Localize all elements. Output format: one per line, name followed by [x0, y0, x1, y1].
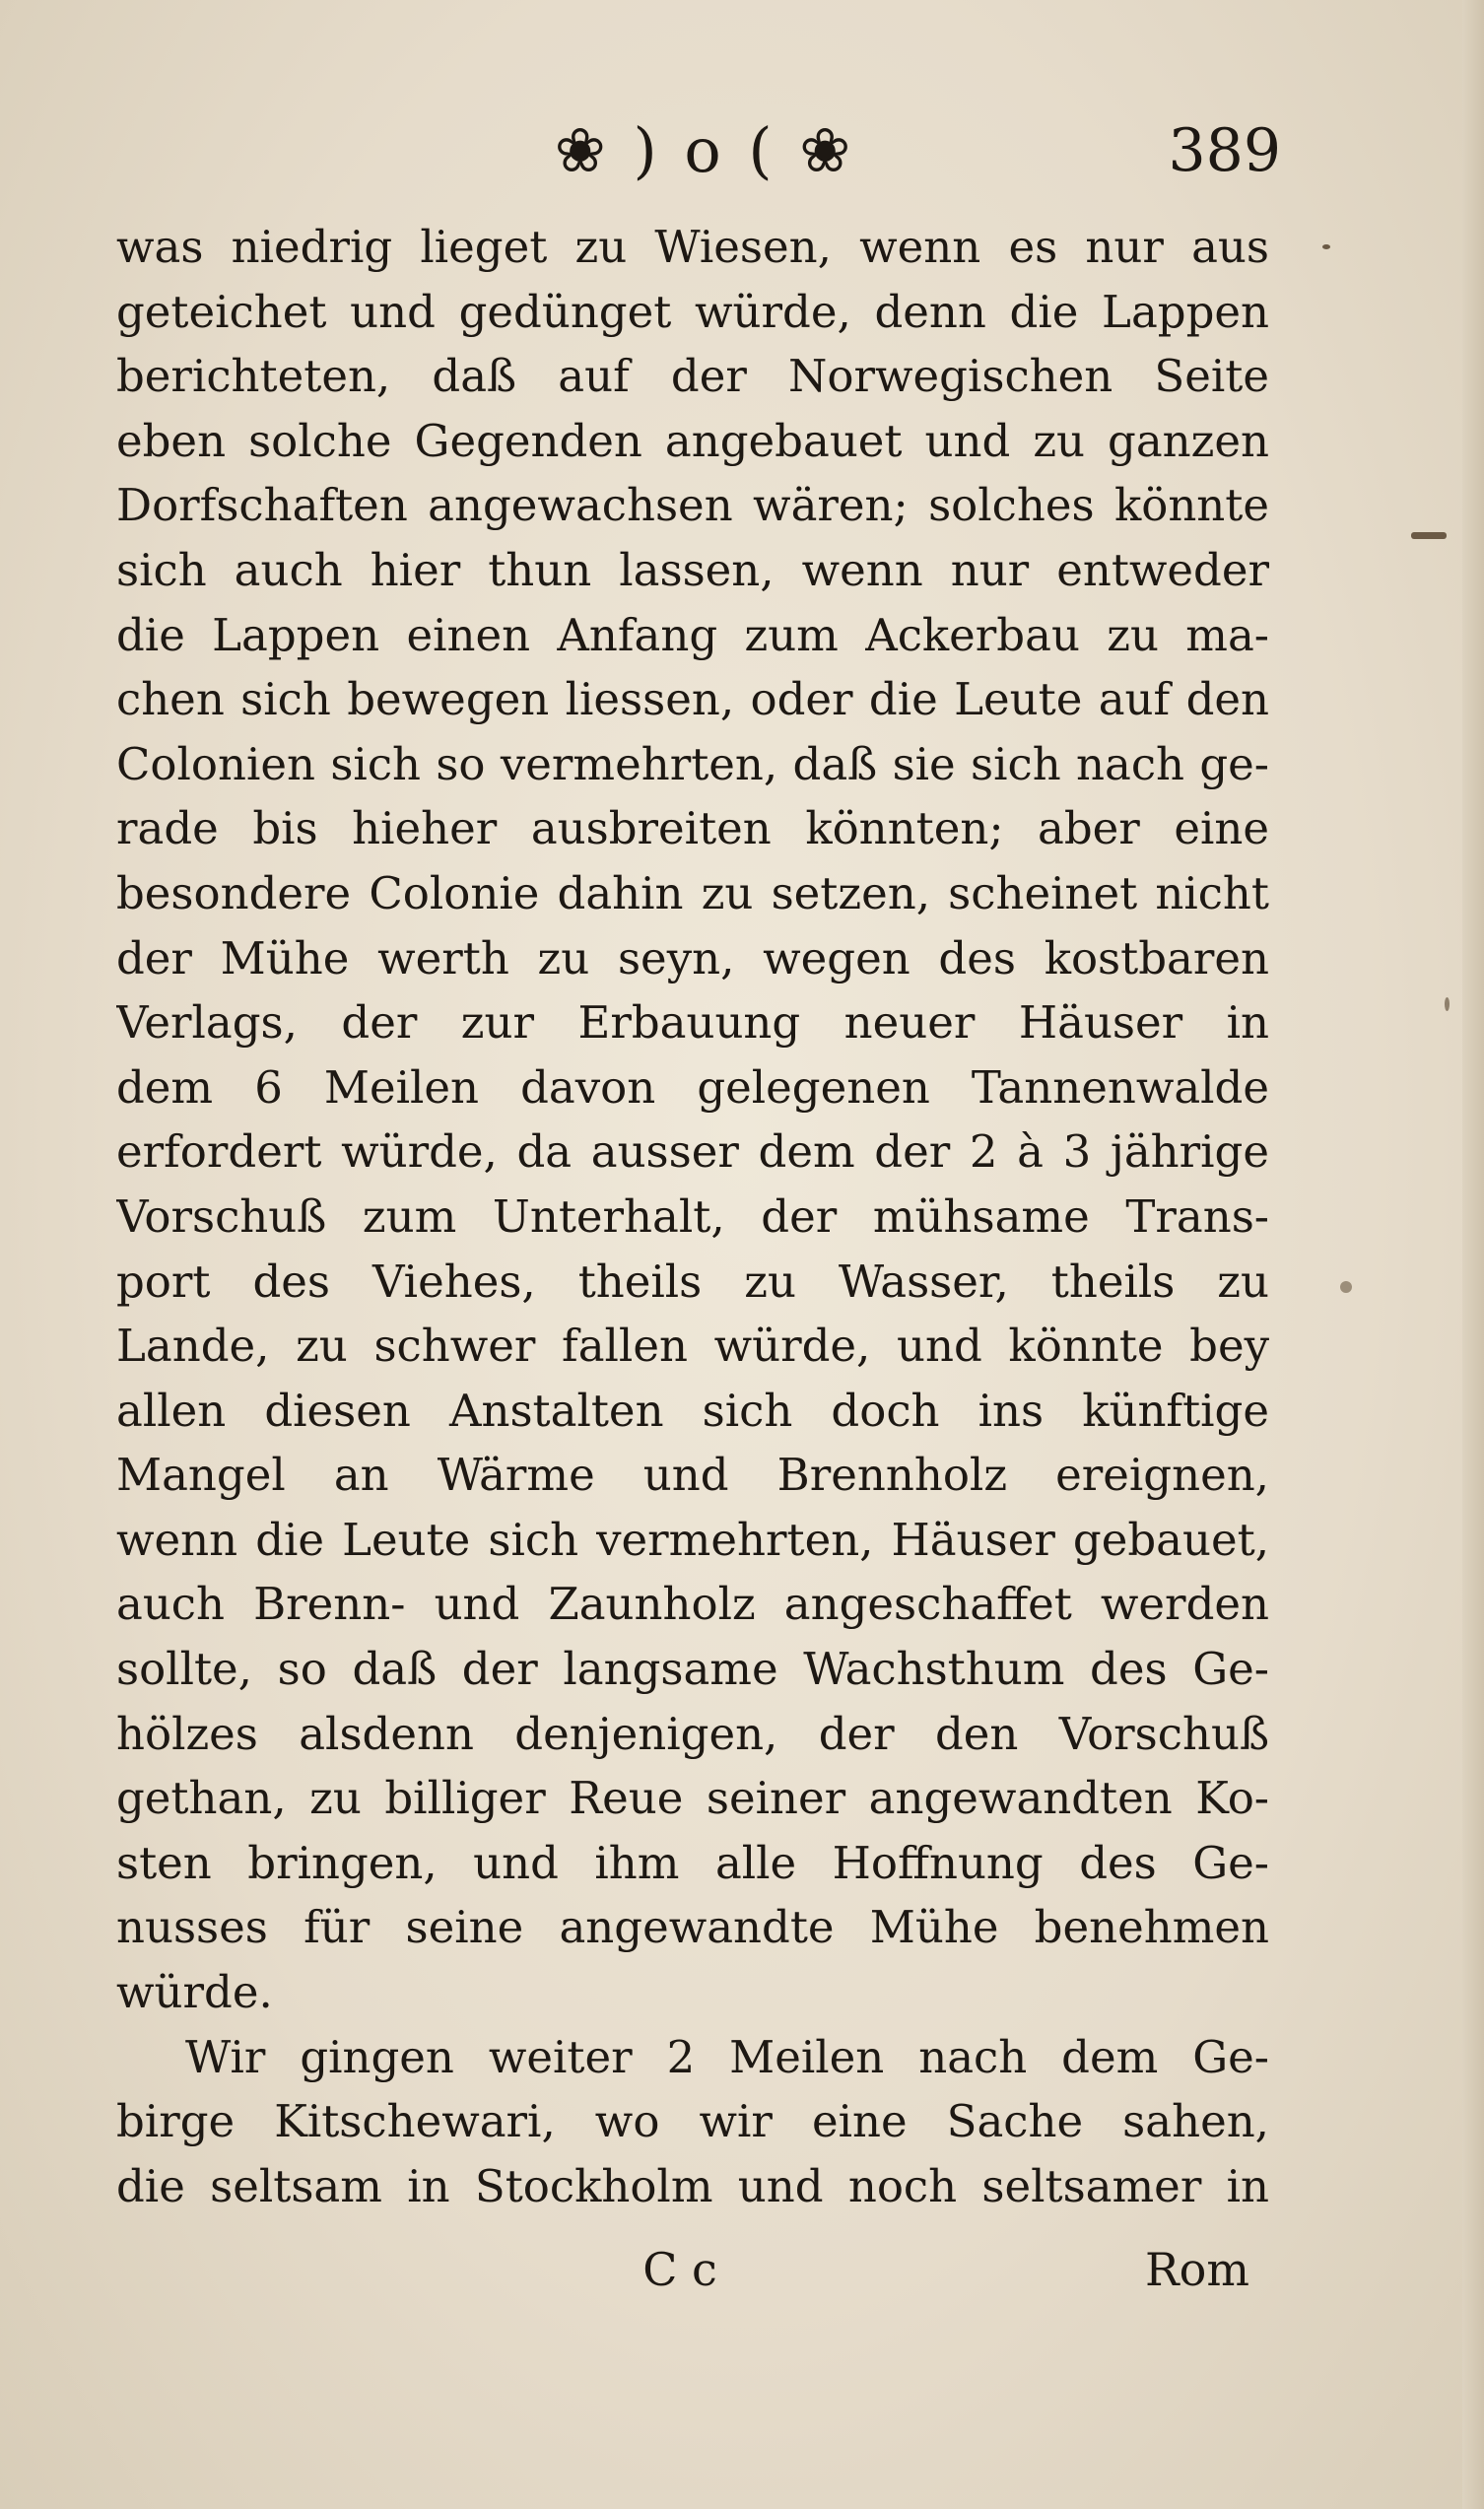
- body-text: [116, 215, 1269, 2218]
- text-line: berichteten, daß auf der Norwegischen Seite: [116, 350, 1269, 403]
- text-line: besondere Colonie dahin zu setzen, scheinet nicht: [116, 866, 1269, 919]
- text-line: sich auch hier thun lassen, wenn nur entweder: [116, 543, 1269, 596]
- paper-speck: [1322, 244, 1330, 249]
- paper-speck: [1411, 532, 1447, 539]
- text-line: Vorschuß zum Unterhalt, der mühsame Trans-: [116, 1189, 1269, 1243]
- text-line: Verlags, der zur Erbauung neuer Häuser in: [116, 996, 1269, 1050]
- text-line: gethan, zu billiger Reue seiner angewandten Ko-: [116, 1772, 1269, 1825]
- text-line: Mangel an Wärme und Brennholz ereignen,: [116, 1449, 1269, 1502]
- page-number: 389: [1168, 116, 1281, 185]
- text-line: wenn die Leute sich vermehrten, Häuser gebauet,: [116, 1513, 1269, 1566]
- text-line: nusses für seine angewandte Mühe benehmen: [116, 1901, 1269, 1954]
- text-line: chen sich bewegen liessen, oder die Leute auf den: [116, 673, 1269, 726]
- page-header: [0, 106, 1484, 195]
- text-line: sollte, so daß der langsame Wachsthum des Ge-: [116, 1643, 1269, 1696]
- page-edge: [1462, 0, 1484, 2509]
- paper-speck: [1340, 1281, 1352, 1293]
- text-line: allen diesen Anstalten sich doch ins künftige: [116, 1384, 1269, 1437]
- text-line: dem 6 Meilen davon gelegenen Tannenwalde: [116, 1060, 1269, 1114]
- text-line: birge Kitschewari, wo wir eine Sache sahen,: [116, 2095, 1269, 2148]
- text-line: was niedrig lieget zu Wiesen, wenn es nur aus: [116, 221, 1269, 273]
- text-line: erfordert würde, da ausser dem der 2 à 3 jährige: [116, 1125, 1269, 1179]
- text-line: rade bis hieher ausbreiten könnten; aber eine: [116, 802, 1269, 855]
- paragraph: [116, 215, 1269, 2025]
- text-line: Lande, zu schwer fallen würde, und könnte bey: [116, 1320, 1269, 1373]
- signature-mark: C c: [642, 2243, 717, 2296]
- header-ornament: ❀ ) o ( ❀: [554, 114, 855, 186]
- text-line: geteichet und gedünget würde, denn die Lappen: [116, 285, 1269, 338]
- catchword: Rom: [1145, 2243, 1249, 2296]
- text-line: die seltsam in Stockholm und noch seltsamer in: [116, 2159, 1269, 2212]
- text-line: Dorfschaften angewachsen wären; solches könnte: [116, 479, 1269, 532]
- text-line: eben solche Gegenden angebauet und zu ganzen: [116, 414, 1269, 467]
- text-line: hölzes alsdenn denjenigen, der den Vorschuß: [116, 1707, 1269, 1760]
- paragraph: [116, 2025, 1269, 2219]
- text-line: Colonien sich so vermehrten, daß sie sich nach ge-: [116, 737, 1269, 790]
- text-line: port des Viehes, theils zu Wasser, theils zu: [116, 1254, 1269, 1308]
- text-line: würde.: [116, 1966, 273, 2019]
- text-line: Wir gingen weiter 2 Meilen nach dem Ge-: [185, 2030, 1269, 2083]
- text-line: sten bringen, und ihm alle Hoffnung des Ge-: [116, 1836, 1269, 1889]
- paper-speck: [1445, 997, 1450, 1011]
- text-line: die Lappen einen Anfang zum Ackerbau zu ma-: [116, 608, 1269, 661]
- page-footer: [0, 2235, 1484, 2304]
- text-line: der Mühe werth zu seyn, wegen des kostbaren: [116, 931, 1269, 984]
- text-line: auch Brenn- und Zaunholz angeschaffet werden: [116, 1578, 1269, 1631]
